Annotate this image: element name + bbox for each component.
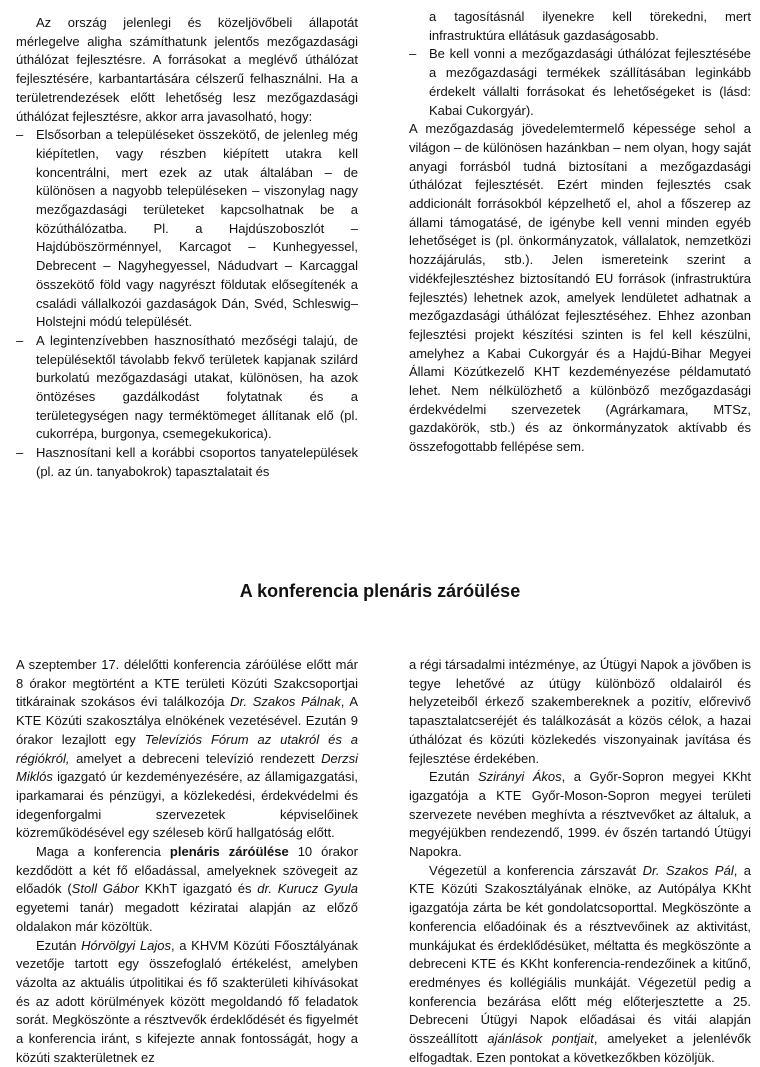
report-paragraph (16, 843, 358, 937)
text-run: a régi társadalmi intézménye, az Útügyi Napok a jövőben is tegye lehetővé az útügy különböző oldalairól és helyzeteiből érkező szakembereknek a pozitív, előrevivő tapasztalatcseréjét és találkozását a közös célok, a hazai úthálózat és közúti közlekedés viszonyainak javítása és fejlesztése érdekében. (409, 657, 751, 766)
text-run: , a KHVM Közúti Főosztályának vezetője tartott egy összefoglaló értékelést, amelyben vázolta az aktuális útpolitikai és fő szakterületi kihívásokat és az adott körülmények között megoldandó fő feladatok sorát. Megköszönte a résztvevők érdeklődését és figyelmét a konferencia iránt, s kifejezte annak fontosságát, hogy a közúti szakterületnek ez (16, 937, 358, 1065)
dash-bullet-icon: – (16, 332, 24, 348)
italic-name: Televíziós Fórum az utakról és a régiókról, (16, 731, 358, 766)
list-item-text: Be kell vonni a mezőgazdasági úthálózat fejlesztésébe a mezőgazdasági termékek szállításában leginkább érdekelt vállalti forrásokat és lehetőségeket is (lásd: Kabai Cukorgyár). (429, 46, 751, 118)
text-run: igazgató úr kezdeményezésére, az államigazgatási, iparkamarai és pénzügyi, a közlekedési, érdekvédelmi és idegenforgalmi szervezetek képviselőinek közreműködésével egy széleseb körű hallgatóság előtt. (16, 769, 358, 841)
top-left-column (16, 14, 358, 482)
text-run: Maga a konferencia (36, 844, 170, 860)
dash-bullet-icon: – (16, 445, 24, 461)
bold-emphasis: plenáris záróülése (169, 844, 289, 860)
report-paragraph (409, 768, 751, 862)
intro-paragraph: Az ország jelenlegi és közeljövőbeli állapotát mérlegelve aligha számíthatunk jelentős mezőgazdasági úthálózat fejlesztésre. A forrásokat a meglévő úthálózat fejlesztésére, karbantartására célszerű felhasználni. Ha a területrendezések előtt lehetőség lesz mezőgazdasági úthálózat fejlesztésre, akkor arra javasolható, hogy: (16, 15, 358, 124)
dash-bullet-icon: – (16, 127, 24, 143)
italic-name: Hórvölgyi Lajos (81, 937, 172, 953)
text-run: amelyet a debreceni televízió rendezett (69, 750, 322, 766)
text-run: egyetemi tanár) megadott kéziratai alapján az előző oldalakon már közöltük. (16, 900, 358, 934)
text-run: 10 órakor kezdődött a két fő előadással, amelyeknek szövegeit az előadók ( (16, 844, 358, 897)
report-paragraph (16, 937, 358, 1067)
list-item (16, 332, 358, 444)
report-paragraph (409, 862, 751, 1067)
text-run: Ezután (36, 937, 82, 953)
italic-name: Stoll Gábor (71, 881, 139, 897)
list-item-text: Elsősorban a településeket összekötő, de jelenleg még kiépítetlen, vagy részben kiépített utakra kell koncentrálni, mert ezek az utak általában – de különösen a nagyobb településeken – viszonylag nagy mezőgazdasági területeket kapcsolhatnak be a közúthálózatba. Pl. a Hajdúszoboszlót – Hajdúböszörménnyel, Karcagot – Kunhegyessel, Debrecent – Nagyhegyessel, Nádudvart – Karcaggal összekötő föld vagy nagyrészt földutak elősegítenék a családi vállalkozói gazdaságok Dán, Svéd, Schleswig– Holstejni módú települését. (36, 127, 358, 330)
recommendation-list-continued (409, 45, 751, 120)
list-item-text: Hasznosítani kell a korábbi csoportos tanyatelepülések (pl. az ún. tanyabokrok) tapasztalatait és (36, 445, 358, 479)
recommendation-list (16, 126, 358, 481)
list-item-text: A legintenzívebben hasznosítható mezőségi talajú, de településektől távolabb fekvő területek kapjanak szilárd burkolatú mezőgazdasági utakat, különösen, ha azok öntözéses gazdálkodást folytatnak és a területegységen nagy terméktömeget állítanak elő (pl. cukorrépa, burgonya, csemegekukorica). (36, 332, 358, 442)
text-run: , amelyeket a jelenlévők elfogadtak. Ezen pontokat a következőkben közöljük. (409, 1031, 751, 1065)
list-item (16, 444, 358, 481)
text-run: KKhT igazgató és (138, 881, 258, 897)
text-run: , a KTE Közúti Szakosztályának elnöke, az Autópálya KKht igazgatója zárta be két gondolatcsoporttal. Megköszönte a konferencia előadóinak és a résztvevőinek az aktivitást, munkájukat és érdeklődésüket, méltatta és megköszönte a debreceni KTE és KKht konferencia-rendezőinek a kitűnő, eredményes és kollégiális munkáját. Végezetül pedig a konferencia bezárása előtt még előterjesztette a 25. Debreceni Útügyi Napok előadásai és vitái alapján összeállított (409, 862, 751, 1047)
italic-name: Dr. Szakos Pálnak (230, 694, 341, 710)
report-paragraph (16, 656, 358, 843)
text-run: Ezután (429, 769, 478, 785)
bottom-left-column (16, 656, 358, 1067)
text-run: A szeptember 17. délelőtti konferencia záróülése előtt már 8 órakor megtörtént a KTE területi Közúti Szakcsoportjai titkárainak szokásos évi találkozója (16, 657, 358, 710)
list-item (409, 45, 751, 120)
report-paragraph (409, 656, 751, 768)
italic-name: Derzsi Miklós (16, 750, 358, 785)
list-item (16, 126, 358, 332)
top-right-column (409, 8, 751, 457)
section-heading: A konferencia plenáris záróülése (239, 581, 521, 601)
text-run: Végezetül a konferencia zárszavát (429, 862, 643, 878)
funding-paragraph: A mezőgazdaság jövedelemtermelő képessége sehol a világon – de különösen hazánkban – nem olyan, hogy saját anyagi forrásból tudná biztosítani a mezőgazdasági úthálózat fejlesztését. Ezért minden fejlesztés csak addicionált forrásokból képzelhető el, ahol a főszerep az állami támogatásé, de igénybe kell venni minden egyéb lehetőséget is (pl. önkormányzatok, vállalatok, nemzetközi hozzájárulás, stb.). Jelen ismereteink szerint a vidékfejlesztéshez biztosítandó EU források (infrastruktúra fejlesztés) lehetnek azok, amelyek lendületet adhatnak a mezőgazdasági úthálózat fejlesztéséhez. Ehhez azonban fejlesztési projekt készítési szinten is fel kell készülni, amelyhez a Kabai Cukorgyár és a Hajdú-Bihar Megyei Állami Közútkezelő KHT kezdeményezése példamutató lehet. Nem nélkülözhető a különböző mezőgazdasági érdekvédelmi szervezetek (Agrárkamara, MTSz, gazdakörök, stb.) és az önkormányzatok aktívabb és összefogottabb fellépése sem. (409, 121, 751, 455)
text-run: , A KTE Közúti szakosztálya elnökének vezetésével. Ezután 9 órakor lezajlott egy (16, 694, 358, 747)
text-run: , a Győr-Sopron megyei KKht igazgatója a KTE Győr-Moson-Sopron megyei területi szervezete nevében meghívta a résztvevőket az általuk, a megyéjükben rendezendő, 1999. év őszén tartandó Útügyi Napokra. (409, 769, 751, 860)
italic-name: Szirányi Ákos (477, 769, 562, 785)
italic-name: dr. Kurucz Gyula (257, 881, 358, 897)
list-continuation: a tagosításnál ilyenekre kell törekedni, mert infrastruktúra ellátásuk gazdaságosabb. (429, 9, 751, 43)
italic-name: Dr. Szakos Pál (642, 862, 734, 878)
dash-bullet-icon: – (409, 46, 417, 62)
bottom-right-column (409, 656, 751, 1067)
italic-name: ajánlások pontjait (487, 1031, 594, 1047)
